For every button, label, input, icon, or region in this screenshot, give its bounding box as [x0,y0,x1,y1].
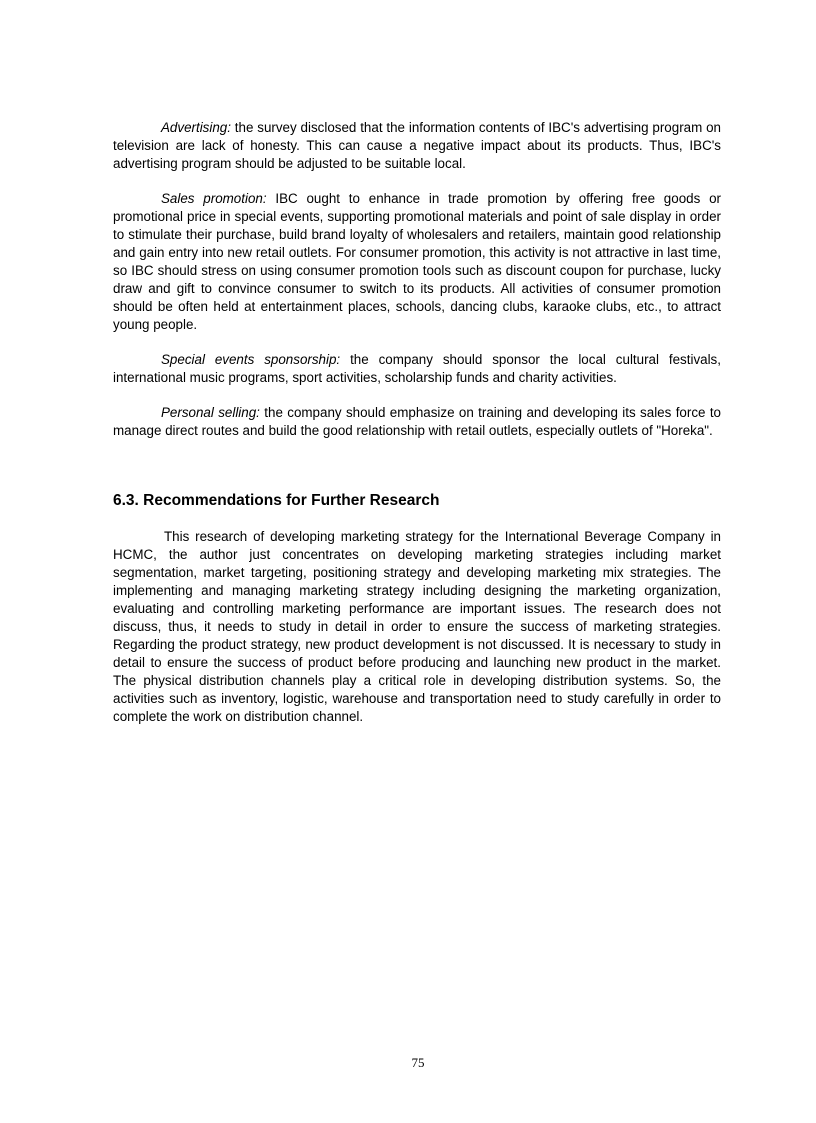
paragraph-text: the company should sponsor the local cultural festivals, international music programs, sport activities, scholarship funds and charity activities. [113,352,721,385]
paragraph-text: the company should emphasize on training and developing its sales force to manage direct routes and build the good relationship with retail outlets, especially outlets of "Horeka". [113,405,721,438]
section-heading: 6.3. Recommendations for Further Research [113,492,440,509]
paragraph-text: the survey disclosed that the information contents of IBC's advertising program on television are lack of honesty. This can cause a negative impact about its products. Thus, IBC's advertising program should be adjusted to be suitable local. [113,120,721,171]
paragraph-special-events [113,351,721,387]
page-number: 75 [411,1055,425,1070]
paragraph-lead: Advertising: [161,120,231,135]
paragraph-personal-selling [113,404,721,440]
page-content [113,119,721,743]
paragraph-lead: Sales promotion: [161,191,267,206]
paragraph-text: IBC ought to enhance in trade promotion by offering free goods or promotional price in special events, supporting promotional materials and point of sale display in order to stimulate their purchase, build brand loyalty of wholesalers and retailers, maintain good relationship and gain entry into new retail outlets. For consumer promotion, this activity is not attractive in last time, so IBC should stress on using consumer promotion tools such as discount coupon for purchase, lucky draw and gift to convince consumer to switch to its products. All activities of consumer promotion should be often held at entertainment places, schools, dancing clubs, karaoke clubs, etc., to attract young people. [113,191,721,332]
paragraph-further-research: This research of developing marketing strategy for the International Beverage Company in HCMC, the author just concentrates on developing marketing strategies including market segmentation, market targeting, positioning strategy and developing marketing mix strategies. The implementing and managing marketing strategy including designing the marketing organization, evaluating and controlling marketing performance are important issues. The research does not discuss, thus, it needs to study in detail in order to ensure the success of marketing strategies. Regarding the product strategy, new product development is not discussed. It is necessary to study in detail to ensure the success of product before producing and launching new product in the market. The physical distribution channels play a critical role in developing distribution systems. So, the activities such as inventory, logistic, warehouse and transportation need to study carefully in order to complete the work on distribution channel. [113,529,721,724]
paragraph-lead: Special events sponsorship: [161,352,341,367]
paragraph-advertising [113,119,721,173]
paragraph-sales-promotion [113,190,721,334]
paragraph-lead: Personal selling: [161,405,260,420]
